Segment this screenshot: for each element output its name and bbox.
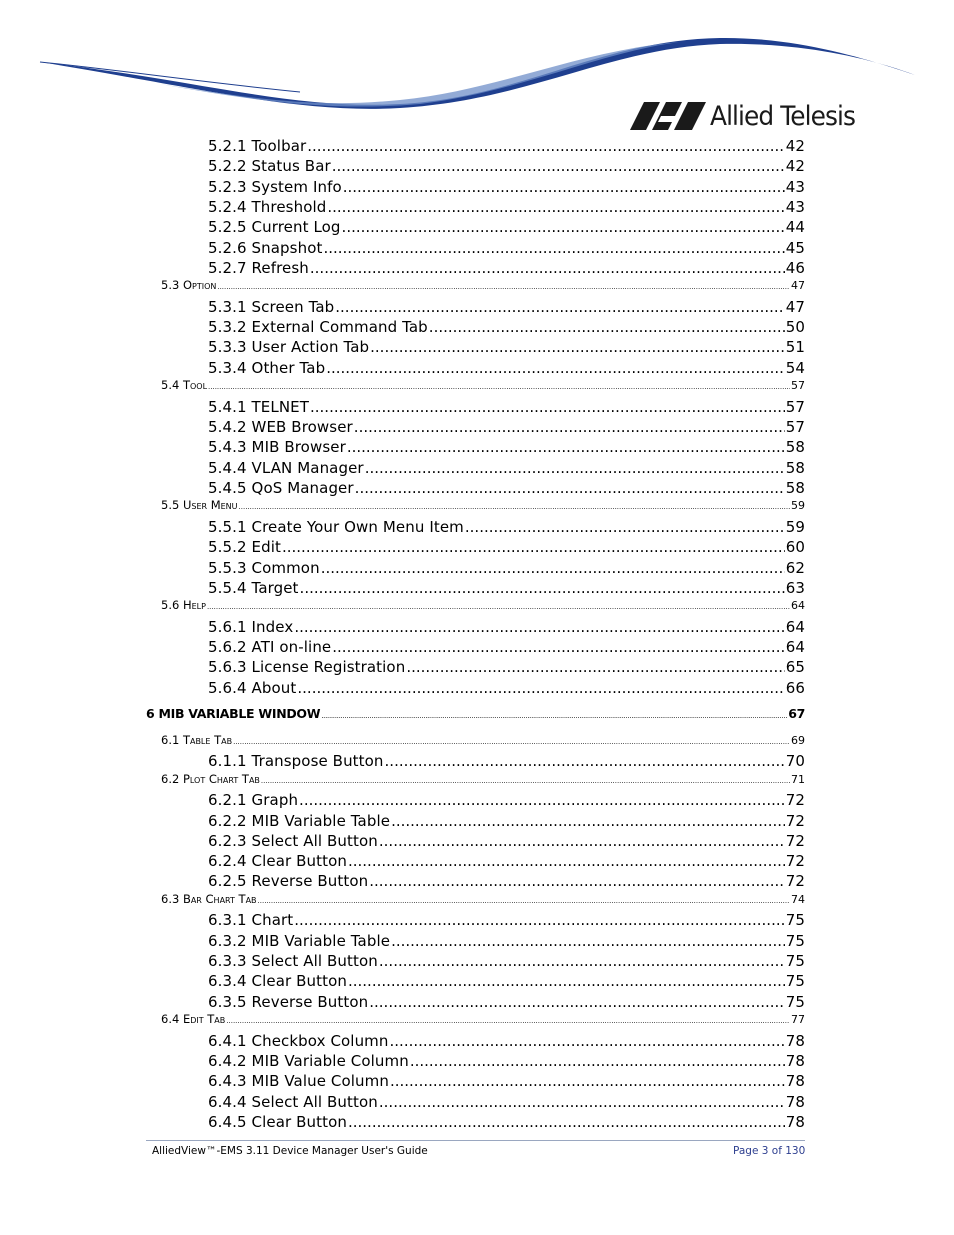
toc-entry[interactable] bbox=[208, 638, 805, 656]
toc-entry-page: 72 bbox=[785, 852, 805, 871]
toc-entry-title: 6.2.2 MIB Variable Table bbox=[208, 811, 391, 830]
toc-dot-leader bbox=[391, 932, 785, 950]
toc-entry-title: 5.6.4 About bbox=[208, 678, 297, 697]
toc-entry[interactable] bbox=[208, 438, 805, 456]
toc-entry[interactable] bbox=[161, 278, 805, 292]
toc-entry[interactable] bbox=[208, 298, 805, 316]
toc-entry[interactable] bbox=[208, 239, 805, 257]
toc-entry-title: 5.2.5 Current Log bbox=[208, 218, 341, 237]
toc-entry-title: 5.5.4 Target bbox=[208, 578, 299, 597]
toc-entry-title: 5.2.3 System Info bbox=[208, 177, 342, 196]
toc-entry-title: 6.3.2 MIB Variable Table bbox=[208, 931, 391, 950]
toc-dot-leader bbox=[307, 137, 784, 155]
toc-entry[interactable] bbox=[208, 852, 805, 870]
toc-dot-leader bbox=[327, 198, 784, 216]
toc-dot-leader bbox=[406, 658, 784, 676]
toc-entry-page: 78 bbox=[785, 1112, 805, 1131]
toc-entry[interactable] bbox=[208, 872, 805, 890]
toc-dot-leader bbox=[332, 157, 785, 175]
toc-entry[interactable] bbox=[161, 733, 805, 747]
toc-dot-leader bbox=[335, 298, 784, 316]
toc-dot-leader bbox=[347, 438, 785, 456]
toc-entry-page: 72 bbox=[785, 811, 805, 830]
toc-entry-page: 43 bbox=[785, 177, 805, 196]
toc-entry-page: 57 bbox=[785, 397, 805, 416]
toc-entry-title: 5.4.4 VLAN Manager bbox=[208, 458, 364, 477]
toc-entry-page: 43 bbox=[785, 197, 805, 216]
toc-entry-page: 57 bbox=[785, 418, 805, 436]
toc-entry[interactable] bbox=[208, 952, 805, 970]
toc-dot-leader bbox=[465, 518, 785, 536]
toc-dot-leader bbox=[294, 618, 784, 636]
toc-entry-title: 5.4 Tool bbox=[161, 378, 208, 393]
toc-entry-page: 74 bbox=[791, 892, 805, 906]
toc-dot-leader bbox=[332, 638, 784, 656]
toc-entry-title: 5.4.3 MIB Browser bbox=[208, 438, 346, 457]
toc-entry[interactable] bbox=[161, 598, 805, 612]
toc-entry-page: 47 bbox=[785, 297, 805, 316]
toc-dot-leader bbox=[369, 872, 784, 890]
toc-dot-leader bbox=[429, 318, 785, 336]
toc-dot-leader bbox=[294, 911, 784, 929]
toc-dot-leader bbox=[391, 812, 785, 830]
toc-dot-leader bbox=[217, 283, 790, 291]
toc-entry[interactable] bbox=[208, 932, 805, 950]
toc-dot-leader bbox=[207, 603, 790, 611]
toc-entry-page: 75 bbox=[785, 952, 805, 970]
toc-entry[interactable] bbox=[208, 1072, 805, 1090]
toc-dot-leader bbox=[370, 338, 785, 356]
toc-dot-leader bbox=[321, 712, 787, 720]
toc-entry-title: 6.4.5 Clear Button bbox=[208, 1112, 347, 1131]
footer-divider bbox=[146, 1140, 805, 1141]
toc-entry-page: 42 bbox=[785, 157, 805, 176]
toc-entry-title: 6.4.2 MIB Variable Column bbox=[208, 1051, 409, 1070]
toc-dot-leader bbox=[321, 559, 785, 577]
toc-entry-title: 6.3.1 Chart bbox=[208, 911, 294, 930]
toc-dot-leader bbox=[390, 1072, 785, 1090]
toc-dot-leader bbox=[354, 418, 785, 436]
toc-entry-title: 5.5 User Menu bbox=[161, 498, 238, 513]
toc-dot-leader bbox=[379, 832, 785, 850]
toc-entry-title: 5.4.1 TELNET bbox=[208, 397, 309, 416]
toc-entry-page: 78 bbox=[785, 1092, 805, 1111]
toc-entry-title: 5.3.4 Other Tab bbox=[208, 358, 326, 377]
toc-entry-page: 75 bbox=[785, 992, 805, 1011]
toc-entry[interactable] bbox=[161, 772, 805, 786]
toc-entry-title: 5.5.2 Edit bbox=[208, 538, 281, 557]
toc-entry-title: 6.2.4 Clear Button bbox=[208, 852, 347, 871]
toc-entry-page: 51 bbox=[785, 338, 805, 357]
toc-entry-page: 59 bbox=[785, 517, 805, 536]
toc-dot-leader bbox=[310, 259, 785, 277]
toc-entry[interactable] bbox=[208, 198, 805, 216]
toc-dot-leader bbox=[348, 1113, 785, 1131]
toc-entry[interactable] bbox=[208, 559, 805, 577]
toc-dot-leader bbox=[348, 852, 785, 870]
toc-entry-page: 46 bbox=[785, 258, 805, 277]
toc-dot-leader bbox=[261, 777, 790, 785]
toc-entry[interactable] bbox=[208, 418, 805, 436]
toc-dot-leader bbox=[369, 993, 784, 1011]
toc-dot-leader bbox=[326, 359, 785, 377]
toc-entry[interactable] bbox=[208, 1052, 805, 1070]
toc-entry-title: 5.2.1 Toolbar bbox=[208, 137, 307, 155]
footer-document-title: AlliedView™-EMS 3.11 Device Manager User's Guide bbox=[152, 1145, 428, 1157]
toc-entry[interactable] bbox=[161, 892, 805, 906]
toc-dot-leader bbox=[379, 1093, 785, 1111]
toc-entry[interactable] bbox=[208, 459, 805, 477]
toc-entry[interactable] bbox=[208, 318, 805, 336]
toc-entry[interactable] bbox=[208, 679, 805, 697]
toc-entry-title: 6.3.3 Select All Button bbox=[208, 952, 378, 970]
toc-entry-page: 72 bbox=[785, 831, 805, 850]
toc-entry[interactable] bbox=[208, 259, 805, 277]
toc-entry-title: 6.1 Table Tab bbox=[161, 732, 233, 747]
toc-entry-title: 6.4.4 Select All Button bbox=[208, 1092, 378, 1111]
toc-entry-title: 5.3.3 User Action Tab bbox=[208, 338, 370, 357]
toc-entry[interactable] bbox=[208, 218, 805, 236]
toc-entry[interactable] bbox=[208, 791, 805, 809]
toc-dot-leader bbox=[343, 178, 785, 196]
toc-entry[interactable] bbox=[208, 579, 805, 597]
toc-dot-leader bbox=[385, 752, 785, 770]
toc-entry-title: 5.3.1 Screen Tab bbox=[208, 297, 335, 316]
toc-entry-title: 5.2.6 Snapshot bbox=[208, 238, 323, 257]
toc-dot-leader bbox=[390, 1032, 785, 1050]
toc-entry-page: 50 bbox=[785, 318, 805, 337]
toc-dot-leader bbox=[208, 383, 790, 391]
toc-entry-title: 5.2.2 Status Bar bbox=[208, 157, 331, 176]
toc-entry[interactable] bbox=[208, 538, 805, 556]
toc-entry-title: 6.4.3 MIB Value Column bbox=[208, 1072, 389, 1091]
toc-entry-page: 65 bbox=[785, 658, 805, 677]
toc-entry-page: 72 bbox=[785, 872, 805, 891]
toc-dot-leader bbox=[300, 579, 785, 597]
toc-entry-title: 6.3 Bar Chart Tab bbox=[161, 891, 257, 906]
toc-entry[interactable] bbox=[208, 993, 805, 1011]
toc-entry-page: 58 bbox=[785, 438, 805, 457]
toc-entry[interactable] bbox=[146, 706, 805, 721]
toc-entry-page: 78 bbox=[785, 1072, 805, 1091]
toc-entry-page: 64 bbox=[785, 638, 805, 657]
toc-dot-leader bbox=[233, 738, 790, 746]
toc-entry-title: 5.6.2 ATI on-line bbox=[208, 638, 332, 657]
toc-entry-page: 75 bbox=[785, 911, 805, 930]
toc-entry-title: 6.2.5 Reverse Button bbox=[208, 872, 369, 891]
toc-entry-title: 6 MIB VARIABLE WINDOW bbox=[146, 705, 321, 721]
toc-entry-page: 72 bbox=[785, 791, 805, 810]
toc-entry[interactable] bbox=[208, 178, 805, 196]
toc-dot-leader bbox=[323, 239, 784, 257]
toc-dot-leader bbox=[410, 1052, 785, 1070]
toc-dot-leader bbox=[258, 897, 790, 905]
toc-entry[interactable] bbox=[208, 911, 805, 929]
toc-entry[interactable] bbox=[208, 1113, 805, 1131]
toc-entry-page: 54 bbox=[785, 358, 805, 377]
toc-dot-leader bbox=[297, 679, 784, 697]
toc-entry-title: 6.3.5 Reverse Button bbox=[208, 992, 369, 1011]
toc-entry[interactable] bbox=[208, 618, 805, 636]
toc-entry[interactable] bbox=[161, 1012, 805, 1026]
toc-entry[interactable] bbox=[208, 359, 805, 377]
toc-entry-title: 5.6 Help bbox=[161, 598, 206, 613]
toc-entry-title: 6.3.4 Clear Button bbox=[208, 972, 347, 991]
toc-entry-page: 69 bbox=[791, 733, 805, 747]
toc-entry-title: 6.4 Edit Tab bbox=[161, 1012, 226, 1027]
toc-entry-title: 5.4.5 QoS Manager bbox=[208, 478, 354, 497]
toc-entry[interactable] bbox=[208, 518, 805, 536]
toc-entry-title: 5.5.1 Create Your Own Menu Item bbox=[208, 517, 464, 536]
toc-entry-page: 67 bbox=[788, 705, 805, 721]
toc-entry[interactable] bbox=[208, 479, 805, 497]
toc-entry-page: 64 bbox=[785, 617, 805, 636]
toc-entry-page: 66 bbox=[785, 678, 805, 697]
toc-entry-page: 59 bbox=[791, 499, 805, 513]
toc-entry-title: 6.2.3 Select All Button bbox=[208, 831, 378, 850]
toc-entry[interactable] bbox=[208, 398, 805, 416]
toc-entry[interactable] bbox=[208, 832, 805, 850]
toc-entry-page: 60 bbox=[785, 538, 805, 557]
toc-entry-page: 77 bbox=[791, 1013, 805, 1027]
toc-entry-title: 5.4.2 WEB Browser bbox=[208, 418, 353, 436]
toc-entry-title: 6.4.1 Checkbox Column bbox=[208, 1031, 389, 1050]
toc-entry-page: 47 bbox=[791, 279, 805, 293]
toc-entry-page: 58 bbox=[785, 478, 805, 497]
logo-brand-text: Allied Telesis bbox=[710, 100, 855, 132]
toc-entry[interactable] bbox=[208, 812, 805, 830]
toc-entry[interactable] bbox=[161, 378, 805, 392]
toc-entry-title: 5.2.7 Refresh bbox=[208, 258, 309, 277]
toc-entry-title: 5.3 Option bbox=[161, 278, 217, 293]
toc-dot-leader bbox=[365, 459, 785, 477]
toc-entry-title: 5.5.3 Common bbox=[208, 558, 320, 577]
toc-dot-leader bbox=[342, 218, 785, 236]
footer-page-number: Page 3 of 130 bbox=[733, 1145, 806, 1157]
toc-entry[interactable] bbox=[208, 338, 805, 356]
toc-dot-leader bbox=[299, 791, 785, 809]
toc-entry[interactable] bbox=[208, 972, 805, 990]
toc-entry-title: 6.2 Plot Chart Tab bbox=[161, 771, 260, 786]
toc-entry-page: 78 bbox=[785, 1031, 805, 1050]
toc-entry-page: 78 bbox=[785, 1051, 805, 1070]
toc-entry-page: 44 bbox=[785, 218, 805, 237]
allied-telesis-logo bbox=[630, 100, 868, 132]
toc-dot-leader bbox=[355, 479, 785, 497]
toc-dot-leader bbox=[348, 972, 785, 990]
toc-entry[interactable] bbox=[208, 157, 805, 175]
toc-entry-title: 5.3.2 External Command Tab bbox=[208, 318, 428, 337]
toc-entry[interactable] bbox=[208, 1032, 805, 1050]
toc-dot-leader bbox=[282, 538, 785, 556]
toc-dot-leader bbox=[226, 1017, 790, 1025]
toc-entry-title: 5.2.4 Threshold bbox=[208, 197, 327, 216]
toc-entry-page: 57 bbox=[791, 379, 805, 393]
toc-entry-title: 5.6.3 License Registration bbox=[208, 658, 406, 677]
toc-entry-page: 62 bbox=[785, 558, 805, 577]
toc-entry-page: 58 bbox=[785, 458, 805, 477]
toc-entry-page: 63 bbox=[785, 578, 805, 597]
toc-entry-page: 45 bbox=[785, 238, 805, 257]
toc-entry-page: 64 bbox=[791, 599, 805, 613]
toc-entry-page: 70 bbox=[785, 752, 805, 771]
toc-entry-page: 75 bbox=[785, 931, 805, 950]
toc-entry-page: 42 bbox=[785, 137, 805, 155]
logo-mark-icon bbox=[630, 102, 706, 130]
toc-entry-page: 75 bbox=[785, 972, 805, 991]
toc-entry[interactable] bbox=[208, 1093, 805, 1111]
toc-entry[interactable] bbox=[208, 658, 805, 676]
toc-entry[interactable] bbox=[208, 137, 805, 155]
toc-dot-leader bbox=[379, 952, 785, 970]
toc-dot-leader bbox=[239, 503, 790, 511]
toc-entry-title: 6.2.1 Graph bbox=[208, 791, 299, 810]
toc-entry-title: 5.6.1 Index bbox=[208, 617, 294, 636]
toc-entry[interactable] bbox=[161, 498, 805, 512]
toc-entry-page: 71 bbox=[791, 772, 805, 786]
toc-dot-leader bbox=[310, 398, 785, 416]
toc-entry-title: 6.1.1 Transpose Button bbox=[208, 752, 384, 771]
toc-entry[interactable] bbox=[208, 752, 805, 770]
